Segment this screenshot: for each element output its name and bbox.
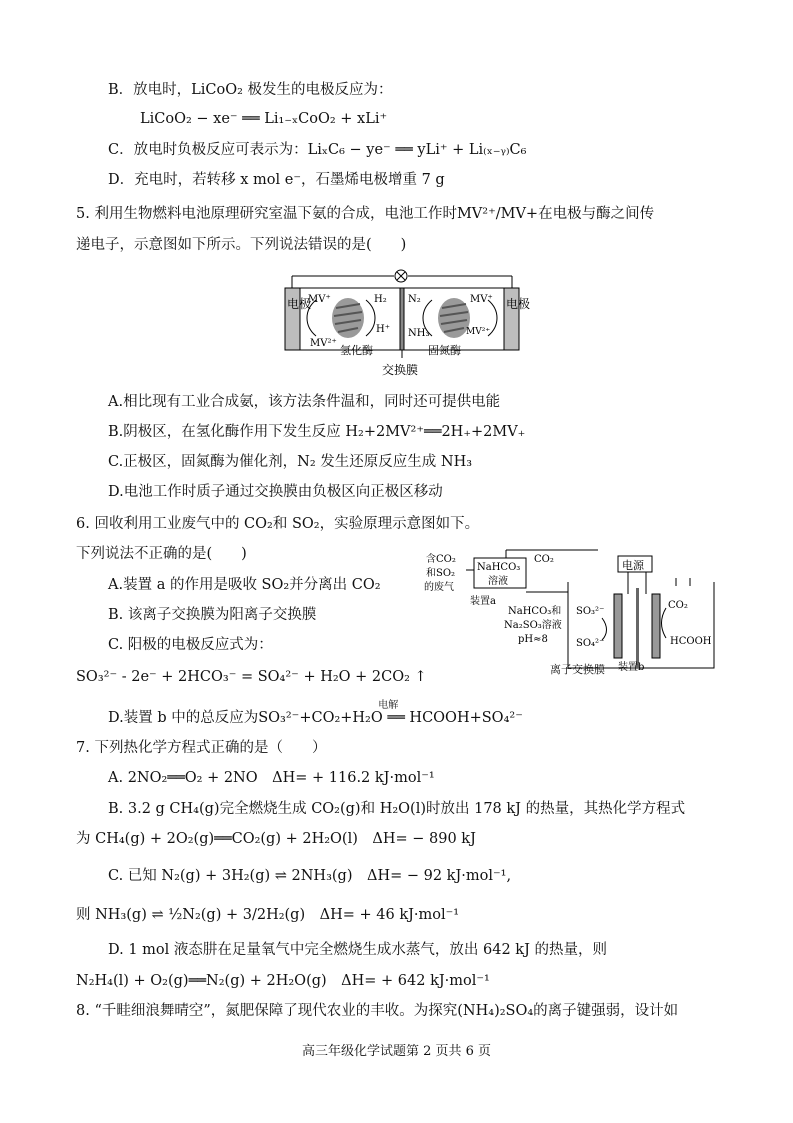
- left-mv-2plus: MV²⁺: [310, 338, 337, 349]
- q6-option-c-equation: SO₃²⁻ - 2e⁻ + 2HCO₃⁻ = SO₄²⁻ + H₂O + 2CO₂ ↑: [76, 669, 427, 685]
- solution-label-1: NaHCO₃和: [508, 606, 562, 617]
- device-b-label: 装置b: [618, 662, 645, 673]
- q7-option-c-line1: C. 已知 N₂(g) + 3H₂(g) ⇌ 2NH₃(g) ΔH= − 92 kJ·mol⁻¹,: [108, 868, 512, 884]
- nahco3-label: NaHCO₃: [477, 562, 521, 573]
- q6-option-d-prefix: D.装置 b 中的总反应为: [108, 710, 259, 726]
- q4-option-c: C．放电时负极反应可表示为：LiₓC₆ − ye⁻ ══ yLi⁺ + Li₍ₓ₋ᵧ₎C₆: [108, 142, 527, 158]
- q5-bio-fuel-cell-diagram: [282, 266, 531, 384]
- device-a-label: 装置a: [470, 596, 496, 607]
- co2-outlet-label: CO₂: [534, 554, 554, 565]
- page-footer: 高三年级化学试题第 2 页共 6 页: [301, 1044, 492, 1059]
- q4-option-b: B．放电时，LiCoO₂ 极发生的电极反应为：: [108, 82, 393, 98]
- q8-stem: 8. “千畦细浪舞晴空”，氮肥保障了现代农业的丰收。为探究(NH₄)₂SO₄的离子键强弱，设计如: [76, 1003, 679, 1019]
- h-plus-label: H⁺: [376, 324, 390, 335]
- solution-label-2: Na₂SO₃溶液: [504, 620, 562, 631]
- hydrogenase-label: 氢化酶: [340, 344, 373, 357]
- q6-option-b: B. 该离子交换膜为阳离子交换膜: [108, 607, 317, 623]
- h2-label: H₂: [374, 294, 387, 305]
- right-mv-2plus: MV²⁺: [466, 327, 491, 337]
- q5-option-a: A.相比现有工业合成氨，该方法条件温和，同时还可提供电能: [108, 394, 501, 410]
- nitrogenase-label: 固氮酶: [428, 344, 461, 357]
- waste-gas-label-2: 和SO₂: [426, 568, 456, 579]
- solution-ph-label: pH≈8: [518, 634, 548, 645]
- q5-option-b: B.阴极区，在氢化酶作用下发生反应 H₂+2MV²⁺══2H₊+2MV₊: [108, 424, 526, 440]
- q7-option-d-line2: N₂H₄(l) + O₂(g)══N₂(g) + 2H₂O(g) ΔH= + 642 kJ·mol⁻¹: [76, 973, 490, 989]
- nh3-label: NH₃: [408, 328, 430, 339]
- q7-option-d-line1: D. 1 mol 液态肼在足量氧气中完全燃烧生成水蒸气，放出 642 kJ 的热量，则: [108, 942, 607, 958]
- hcooh-label: HCOOH: [670, 636, 712, 647]
- ion-exchange-membrane-label: 离子交换膜: [550, 663, 605, 676]
- right-mv-plus: MV⁺: [470, 294, 493, 305]
- waste-gas-label-1: 含CO₂: [426, 554, 456, 565]
- right-electrode-label: 电极: [506, 297, 531, 311]
- q6-option-a: A.装置 a 的作用是吸收 SO₂并分离出 CO₂: [108, 577, 381, 593]
- q6-option-d: [108, 700, 523, 728]
- waste-gas-label-3: 的废气: [424, 582, 454, 593]
- q6-recovery-apparatus-diagram: [418, 548, 728, 678]
- q6-stem-line2: 下列说法不正确的是( ): [76, 546, 247, 562]
- lamp-icon: [395, 270, 407, 282]
- exchange-membrane-label: 交换膜: [382, 363, 419, 377]
- q6-stem-line1: 6. 回收利用工业废气中的 CO₂和 SO₂，实验原理示意图如下。: [76, 516, 480, 532]
- q5-option-c: C.正极区，固氮酶为催化剂，N₂ 发生还原反应生成 NH₃: [108, 454, 473, 470]
- q7-option-c-line2: 则 NH₃(g) ⇌ ½N₂(g) + 3/2H₂(g) ΔH= + 46 kJ·mol⁻¹: [76, 907, 460, 923]
- sulfate-label: SO₄²⁻: [576, 638, 605, 649]
- cathode-co2-label: CO₂: [668, 600, 688, 611]
- q7-option-b-line1: B. 3.2 g CH₄(g)完全燃烧生成 CO₂(g)和 H₂O(l)时放出 178 kJ 的热量，其热化学方程式: [108, 801, 686, 817]
- q7-option-b-line2: 为 CH₄(g) + 2O₂(g)══CO₂(g) + 2H₂O(l) ΔH= − 890 kJ: [76, 831, 476, 847]
- q6-option-c: C. 阳极的电极反应式为：: [108, 637, 273, 653]
- nahco3-solution-label: 溶液: [488, 576, 508, 587]
- q5-option-d: D.电池工作时质子通过交换膜由负极区向正极区移动: [108, 484, 443, 500]
- q5-stem-line1: 5. 利用生物燃料电池原理研究室温下氨的合成，电池工作时MV²⁺/MV+在电极与酶之间传: [76, 206, 655, 222]
- power-source-label: 电源: [622, 559, 644, 572]
- left-mv-plus: MV⁺: [308, 294, 331, 305]
- sulfite-label: SO₃²⁻: [576, 606, 605, 617]
- left-electrode-label: 电极: [287, 297, 312, 311]
- electrolysis-condition: 电解: [378, 700, 399, 711]
- hydrogenase-enzyme: [332, 298, 364, 338]
- n2-label: N₂: [408, 294, 421, 305]
- q7-stem: 7. 下列热化学方程式正确的是（ ）: [76, 740, 327, 756]
- q4-option-d: D．充电时，若转移 x mol e⁻，石墨烯电极增重 7 g: [108, 172, 445, 188]
- q4-option-b-equation: LiCoO₂ − xe⁻ ══ Li₁₋ₓCoO₂ + xLi⁺: [140, 111, 388, 127]
- q6-option-d-equation: SO₃²⁻+CO₂+H₂O ══ HCOOH+SO₄²⁻: [258, 710, 523, 726]
- q7-option-a: A. 2NO₂══O₂ + 2NO ΔH= + 116.2 kJ·mol⁻¹: [108, 770, 435, 786]
- q5-stem-line2: 递电子，示意图如下所示。下列说法错误的是( ): [76, 237, 407, 253]
